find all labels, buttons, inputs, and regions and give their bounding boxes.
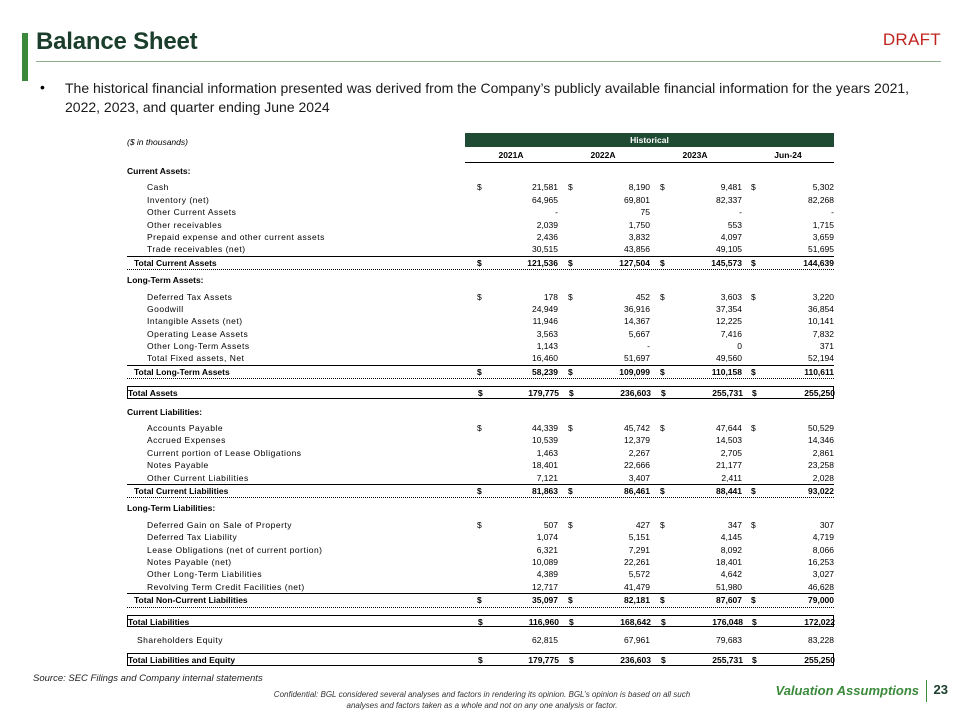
cell-value: 144,639	[803, 257, 834, 268]
currency-symbol: $	[477, 291, 482, 302]
cell-value: 14,346	[808, 435, 834, 446]
cell-value: 14,367	[624, 316, 650, 327]
cell-value: 62,815	[532, 634, 558, 645]
cell-value: 2,039	[536, 219, 558, 230]
cell-value: 75	[640, 207, 650, 218]
cell-value: 178	[543, 291, 558, 302]
currency-symbol: $	[752, 616, 757, 627]
currency-symbol: $	[477, 182, 482, 193]
cell-value: 24,949	[532, 303, 558, 314]
currency-symbol: $	[751, 257, 756, 268]
cell-value: 8,190	[628, 182, 650, 193]
cell-value: 1,074	[536, 532, 558, 543]
cell-value: 4,389	[536, 569, 558, 580]
row-label: Current Assets:	[127, 166, 191, 176]
total-row	[127, 386, 834, 398]
row-label: Cash	[147, 182, 169, 193]
cell-value: 45,742	[624, 423, 650, 434]
cell-value: 79,000	[808, 595, 834, 606]
row-label: Revolving Term Credit Facilities (net)	[147, 581, 305, 592]
cell-value: 12,225	[716, 316, 742, 327]
row-label: Shareholders Equity	[137, 634, 224, 645]
cell-value: 109,099	[619, 366, 650, 377]
cell-value: 0	[737, 341, 742, 352]
row-spacer	[127, 399, 834, 406]
table-row	[127, 472, 834, 484]
cell-value: 18,401	[716, 556, 742, 567]
cell-value: 1,715	[812, 219, 834, 230]
cell-value: 35,097	[532, 595, 558, 606]
table-row	[127, 315, 834, 327]
cell-value: 4,145	[720, 532, 742, 543]
cell-value: 3,832	[628, 231, 650, 242]
table-row	[127, 422, 834, 434]
table-row	[127, 352, 834, 364]
currency-symbol: $	[751, 595, 756, 606]
table-row	[127, 219, 834, 231]
currency-symbol: $	[568, 291, 573, 302]
table-row	[127, 519, 834, 531]
row-label: Other Long-Term Assets	[147, 341, 250, 352]
page-number-divider	[926, 680, 927, 702]
currency-symbol: $	[568, 423, 573, 434]
title-accent-bar	[22, 33, 28, 81]
cell-value: 22,666	[624, 460, 650, 471]
row-label: Deferred Gain on Sale of Property	[147, 519, 293, 530]
row-label: Prepaid expense and other current assets	[147, 231, 325, 242]
cell-value: 2,267	[628, 447, 650, 458]
cell-value: 236,603	[620, 655, 651, 666]
table-row	[127, 303, 834, 315]
cell-value: 371	[819, 341, 834, 352]
row-label: Inventory (net)	[147, 194, 210, 205]
cell-value: 3,027	[812, 569, 834, 580]
cell-value: 145,573	[711, 257, 742, 268]
cell-value: 10,539	[532, 435, 558, 446]
currency-symbol: $	[751, 423, 756, 434]
currency-symbol: $	[569, 655, 574, 666]
currency-symbol: $	[477, 485, 482, 496]
cell-value: 110,158	[711, 366, 742, 377]
cell-value: 51,697	[624, 353, 650, 364]
cell-value: 88,441	[716, 485, 742, 496]
cell-value: 51,695	[808, 244, 834, 255]
total-row	[127, 593, 834, 607]
cell-value: 5,302	[812, 182, 834, 193]
cell-value: 16,253	[808, 556, 834, 567]
balance-sheet-table	[127, 133, 834, 666]
confidential-note: Confidential: BGL considered several analyses and factors in rendering its opinion. BGL’s opinion is based on all such analyses and factors taken as a whole and not on any one analysis or factor.	[273, 690, 691, 710]
source-note: Source: SEC Filings and Company internal statements	[33, 673, 263, 684]
row-label: Current portion of Lease Obligations	[147, 447, 302, 458]
cell-value: 47,644	[716, 423, 742, 434]
table-row	[127, 243, 834, 255]
cell-value: 3,563	[536, 328, 558, 339]
row-label: Intangible Assets (net)	[147, 316, 243, 327]
cell-value: 52,194	[808, 353, 834, 364]
currency-symbol: $	[660, 595, 665, 606]
cell-value: 507	[543, 519, 558, 530]
cell-value: 255,731	[712, 388, 743, 399]
cell-value: 2,861	[812, 447, 834, 458]
table-body	[127, 165, 834, 666]
cell-value: 9,481	[720, 182, 742, 193]
row-label: Other Long-Term Liabilities	[147, 569, 263, 580]
table-row	[127, 581, 834, 593]
cell-value: 1,463	[536, 447, 558, 458]
cell-value: 49,105	[716, 244, 742, 255]
cell-value: 2,028	[812, 472, 834, 483]
total-row	[127, 484, 834, 498]
table-row	[127, 568, 834, 580]
cell-value: 8,092	[720, 544, 742, 555]
currency-symbol: $	[569, 388, 574, 399]
cell-value: 116,960	[528, 616, 559, 627]
cell-value: 18,401	[532, 460, 558, 471]
cell-value: 427	[635, 519, 650, 530]
cell-value: 86,461	[624, 485, 650, 496]
table-header	[127, 133, 834, 165]
cell-value: 64,965	[532, 194, 558, 205]
year-header: 2023A	[682, 150, 708, 160]
cell-value: 110,611	[804, 366, 834, 377]
cell-value: 16,460	[532, 353, 558, 364]
section-header-row	[127, 406, 834, 418]
currency-symbol: $	[661, 655, 666, 666]
cell-value: 43,856	[624, 244, 650, 255]
cell-value: 1,143	[536, 341, 558, 352]
cell-value: 82,268	[808, 194, 834, 205]
historical-header: Historical	[465, 133, 834, 147]
currency-symbol: $	[660, 291, 665, 302]
cell-value: 2,436	[536, 231, 558, 242]
row-label: Deferred Tax Liability	[147, 532, 238, 543]
cell-value: 41,479	[624, 581, 650, 592]
currency-symbol: $	[660, 423, 665, 434]
currency-symbol: $	[660, 485, 665, 496]
section-header-row	[127, 274, 834, 286]
page-number: 23	[933, 682, 948, 697]
row-label: Total Long-Term Assets	[134, 366, 230, 377]
cell-value: 452	[635, 291, 650, 302]
cell-value: 179,775	[528, 655, 559, 666]
currency-symbol: $	[660, 519, 665, 530]
cell-value: 1,750	[628, 219, 650, 230]
cell-value: 58,239	[532, 366, 558, 377]
table-row	[127, 231, 834, 243]
currency-symbol: $	[751, 182, 756, 193]
cell-value: -	[555, 207, 558, 218]
row-label: Long-Term Liabilities:	[127, 503, 216, 514]
total-row	[127, 365, 834, 379]
title-divider	[36, 61, 941, 62]
cell-value: 36,916	[624, 303, 650, 314]
cell-value: 12,717	[532, 581, 558, 592]
currency-symbol: $	[568, 485, 573, 496]
currency-symbol: $	[477, 423, 482, 434]
cell-value: 255,250	[804, 655, 835, 666]
cell-value: 82,181	[624, 595, 650, 606]
cell-value: 7,121	[536, 472, 558, 483]
table-row	[127, 556, 834, 568]
cell-value: 2,411	[721, 472, 742, 483]
cell-value: 255,731	[712, 655, 743, 666]
year-header: 2021A	[498, 150, 524, 160]
cell-value: 12,379	[624, 435, 650, 446]
currency-symbol: $	[568, 182, 573, 193]
year-header: Jun-24	[774, 150, 802, 160]
row-label: Total Fixed assets, Net	[147, 353, 245, 364]
row-label: Total Liabilities and Equity	[128, 655, 236, 666]
row-label: Total Liabilities	[128, 616, 190, 627]
cell-value: 46,628	[808, 581, 834, 592]
currency-symbol: $	[568, 366, 573, 377]
row-spacer	[127, 627, 834, 634]
table-row	[127, 434, 834, 446]
cell-value: 3,603	[720, 291, 742, 302]
row-label: Lease Obligations (net of current portion)	[147, 544, 323, 555]
table-row	[127, 447, 834, 459]
currency-symbol: $	[477, 595, 482, 606]
row-label: Total Non-Current Liabilities	[134, 595, 248, 606]
total-row	[127, 653, 834, 665]
table-row	[127, 634, 834, 646]
row-spacer	[127, 646, 834, 653]
section-label: Valuation Assumptions	[775, 683, 919, 698]
cell-value: 36,854	[808, 303, 834, 314]
row-label: Deferred Tax Assets	[147, 291, 233, 302]
row-label: Other Current Assets	[147, 207, 237, 218]
cell-value: 10,089	[532, 556, 558, 567]
cell-value: 22,261	[624, 556, 650, 567]
cell-value: -	[647, 341, 650, 352]
cell-value: 21,177	[716, 460, 742, 471]
row-label: Accounts Payable	[147, 423, 224, 434]
cell-value: 4,642	[720, 569, 742, 580]
cell-value: -	[831, 207, 834, 218]
cell-value: 44,339	[532, 423, 558, 434]
table-row	[127, 544, 834, 556]
currency-symbol: $	[751, 519, 756, 530]
row-label: Notes Payable	[147, 460, 209, 471]
row-label: Notes Payable (net)	[147, 556, 232, 567]
cell-value: 4,097	[720, 231, 742, 242]
cell-value: 82,337	[716, 194, 742, 205]
row-spacer	[127, 608, 834, 615]
currency-symbol: $	[478, 655, 483, 666]
currency-symbol: $	[661, 388, 666, 399]
cell-value: 10,141	[808, 316, 834, 327]
draft-watermark-label: DRAFT	[882, 30, 941, 49]
row-spacer	[127, 379, 834, 386]
currency-symbol: $	[568, 595, 573, 606]
total-row	[127, 256, 834, 270]
section-header-row	[127, 165, 834, 177]
row-label: Trade receivables (net)	[147, 244, 246, 255]
table-row	[127, 181, 834, 193]
row-label: Operating Lease Assets	[147, 328, 249, 339]
cell-value: 5,572	[628, 569, 650, 580]
cell-value: 6,321	[536, 544, 558, 555]
row-label: Long-Term Assets:	[127, 275, 204, 286]
currency-symbol: $	[752, 655, 757, 666]
cell-value: 4,719	[812, 532, 834, 543]
cell-value: 50,529	[808, 423, 834, 434]
currency-symbol: $	[660, 366, 665, 377]
cell-value: 176,048	[712, 616, 743, 627]
currency-symbol: $	[477, 257, 482, 268]
currency-symbol: $	[751, 291, 756, 302]
cell-value: 81,863	[532, 485, 558, 496]
cell-value: 11,946	[532, 316, 558, 327]
table-row	[127, 291, 834, 303]
table-row	[127, 459, 834, 471]
cell-value: 7,832	[812, 328, 834, 339]
table-row	[127, 328, 834, 340]
currency-symbol: $	[661, 616, 666, 627]
cell-value: 347	[727, 519, 742, 530]
cell-value: 168,642	[620, 616, 651, 627]
table-row	[127, 194, 834, 206]
section-header-row	[127, 502, 834, 514]
table-row	[127, 206, 834, 218]
row-label: Goodwill	[147, 303, 184, 314]
cell-value: 553	[727, 219, 742, 230]
year-header: 2022A	[590, 150, 616, 160]
cell-value: 49,560	[716, 353, 742, 364]
cell-value: 3,220	[812, 291, 834, 302]
cell-value: 51,980	[716, 581, 742, 592]
row-label: Other receivables	[147, 219, 223, 230]
cell-value: 307	[819, 519, 834, 530]
row-label: Current Liabilities:	[127, 406, 203, 417]
cell-value: 5,667	[628, 328, 650, 339]
cell-value: 30,515	[532, 244, 558, 255]
cell-value: 236,603	[620, 388, 651, 399]
bullet-text: The historical financial information presented was derived from the Company’s publicly available financial information for the years 2021, 2022, 2023, and quarter ending June 2024	[65, 80, 910, 115]
total-row	[127, 615, 834, 627]
cell-value: 127,504	[619, 257, 650, 268]
table-row	[127, 340, 834, 352]
unit-label: ($ in thousands)	[127, 137, 188, 147]
cell-value: 179,775	[528, 388, 559, 399]
cell-value: 83,228	[808, 634, 834, 645]
cell-value: 7,291	[628, 544, 650, 555]
cell-value: 121,536	[527, 257, 558, 268]
currency-symbol: $	[477, 366, 482, 377]
row-label: Total Current Assets	[134, 257, 217, 268]
bullet-glyph: •	[40, 79, 45, 95]
cell-value: 23,258	[808, 460, 834, 471]
row-label: Total Current Liabilities	[134, 485, 229, 496]
cell-value: 255,250	[804, 388, 835, 399]
cell-value: 8,066	[812, 544, 834, 555]
cell-value: 172,022	[804, 616, 835, 627]
currency-symbol: $	[751, 485, 756, 496]
page-title: Balance Sheet	[36, 28, 198, 55]
row-label: Other Current Liabilities	[147, 472, 249, 483]
cell-value: 93,022	[808, 485, 834, 496]
currency-symbol: $	[568, 519, 573, 530]
cell-value: 79,683	[716, 634, 742, 645]
currency-symbol: $	[660, 182, 665, 193]
row-label: Accrued Expenses	[147, 435, 226, 446]
row-label: Total Assets	[128, 388, 178, 399]
currency-symbol: $	[478, 388, 483, 399]
cell-value: 14,503	[716, 435, 742, 446]
year-header-row	[465, 148, 834, 163]
cell-value: 7,416	[720, 328, 742, 339]
currency-symbol: $	[751, 366, 756, 377]
currency-symbol: $	[478, 616, 483, 627]
cell-value: 87,607	[716, 595, 742, 606]
cell-value: -	[739, 207, 742, 218]
table-row	[127, 531, 834, 543]
cell-value: 3,659	[812, 231, 834, 242]
cell-value: 37,354	[716, 303, 742, 314]
currency-symbol: $	[752, 388, 757, 399]
cell-value: 2,705	[720, 447, 742, 458]
currency-symbol: $	[660, 257, 665, 268]
cell-value: 5,151	[628, 532, 650, 543]
currency-symbol: $	[477, 519, 482, 530]
currency-symbol: $	[569, 616, 574, 627]
cell-value: 69,801	[624, 194, 650, 205]
cell-value: 3,407	[628, 472, 650, 483]
cell-value: 67,961	[624, 634, 650, 645]
currency-symbol: $	[568, 257, 573, 268]
cell-value: 21,581	[532, 182, 558, 193]
